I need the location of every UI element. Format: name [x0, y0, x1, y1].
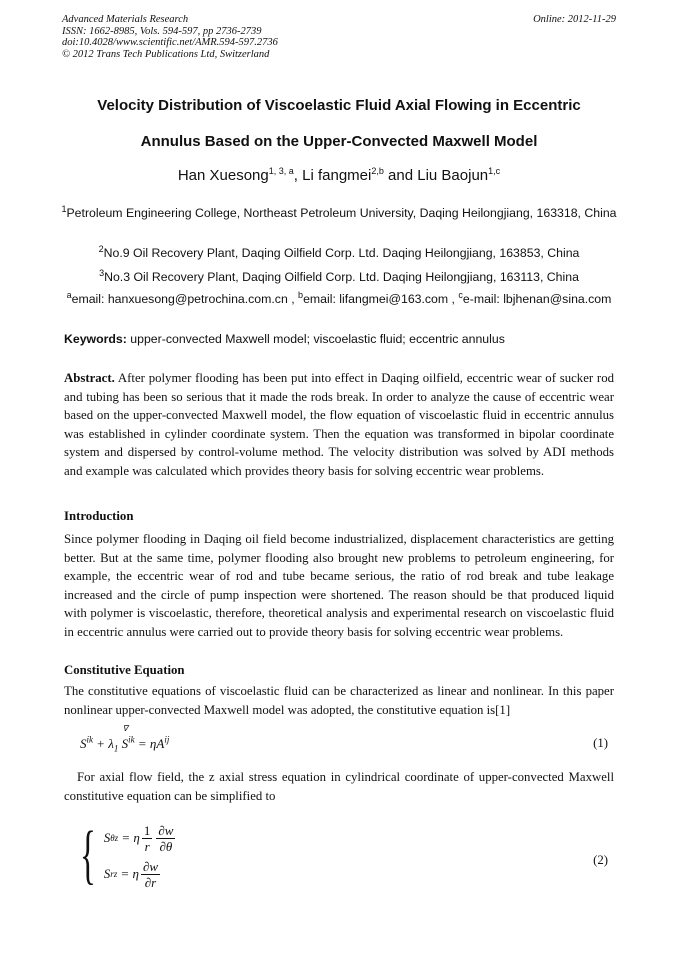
email-sup: b [298, 289, 304, 300]
keywords-label: Keywords: [64, 332, 127, 346]
affiliation-sup: 1 [61, 203, 67, 214]
paper-title [40, 88, 638, 160]
abstract [64, 369, 614, 481]
email-line [40, 289, 638, 306]
author-name: Li fangmei [302, 167, 372, 184]
author-sup: 2,b [371, 166, 384, 176]
abstract-text: After polymer flooding has been put into effect in Daqing oilfield, eccentric wear of sucker rod and tubing has been so serious that it made the rods break. In order to analyze the cause of eccentric wear based on the upper-convected Maxwell model, the flow equation of viscoelastic fluid in eccentric annulus was established in cylinder coordinate system. Then the equation was transformed in bipolar coordinate system and dispersed by control-volume method. The velocity distribution was solved by ADI methods and example was calculated which provides theory basis for solving eccentric wear problems. [64, 371, 614, 478]
author-sep: and [383, 167, 418, 184]
email-text[interactable]: email: lifangmei@163.com , [303, 292, 459, 306]
affiliation-1 [40, 203, 638, 224]
affiliation-3 [40, 267, 638, 288]
constitutive-heading: Constitutive Equation [64, 663, 185, 677]
equation-1-number: (1) [593, 736, 608, 750]
constitutive-paragraph: The constitutive equations of viscoelastic fluid can be characterized as linear and nonlinear. In this paper nonlinear upper-convected Maxwell model was adopted, the constitutive equation is[1] [64, 684, 614, 717]
title-line-2: Annulus Based on the Upper-Convected Maxwell Model [140, 133, 538, 150]
affiliation-2 [40, 243, 638, 264]
keywords-text: upper-convected Maxwell model; viscoelastic fluid; eccentric annulus [126, 332, 505, 346]
author-sep: , [293, 167, 303, 184]
author-sup: 1, 3, a [268, 166, 294, 176]
journal-header [62, 14, 278, 60]
author-name: Han Xuesong [177, 167, 269, 184]
email-text[interactable]: email: hanxuesong@petrochina.com.cn , [71, 292, 299, 306]
affiliation-text: No.9 Oil Recovery Plant, Daqing Oilfield Corp. Ltd. Daqing Heilongjiang, 163853, China [103, 246, 580, 260]
affiliation-sup: 2 [98, 243, 104, 254]
introduction-paragraph: Since polymer flooding in Daqing oil field become industrialized, displacement characteristics are getting better. But at the same time, polymer flooding also brought new problems to petroleum engineering, for example, the eccentric wear of rod and tube became serious, the ratio of rod break and tube leakage increased and the circle of pump inspection were shortened. The reason should be that produced liquid with polymer is viscoelastic, therefore, theoretical analysis and experimental research on viscoelastic fluid in eccentric annulus were carried out to provide theory basis for solving eccentric wear problems. [64, 532, 614, 639]
doi-line: doi:10.4028/www.scientific.net/AMR.594-597.2736 [62, 37, 278, 48]
email-text[interactable]: e-mail: lbjhenan@sina.com [462, 292, 612, 306]
author-name: Liu Baojun [417, 167, 489, 184]
equation-1: $S^{ik} + \lambda_1$ S ∇ $^{ik} = \eta A^{ij}$ [80, 724, 170, 754]
keywords [64, 332, 614, 346]
axial-flow-paragraph: For axial flow field, the z axial stress equation in cylindrical coordinate of upper-convected Maxwell constitutive equation can be simplified to [64, 770, 614, 803]
email-sup: c [458, 289, 463, 300]
title-line-1: Velocity Distribution of Viscoelastic Fluid Axial Flowing in Eccentric [97, 97, 581, 114]
abstract-label: Abstract. [64, 371, 115, 385]
online-date: Online: 2012-11-29 [533, 14, 616, 25]
affiliation-text: Petroleum Engineering College, Northeast Petroleum University, Daqing Heilongjiang, 163318, China [66, 206, 617, 220]
equation-2: { S θz = η $\frac{1}{r}$ $\frac{\partial w}{\partial\theta}$ S rz = η $\frac{\partial w}{\partial r}$ [80, 818, 174, 891]
affiliation-text: No.3 Oil Recovery Plant, Daqing Oilfield Corp. Ltd. Daqing Heilongjiang, 163113, China [104, 270, 579, 284]
affiliation-sup: 3 [99, 267, 105, 278]
equation-2-number: (2) [593, 853, 608, 867]
issn-line: ISSN: 1662-8985, Vols. 594-597, pp 2736-2739 [62, 25, 262, 37]
copyright-line: © 2012 Trans Tech Publications Ltd, Switzerland [62, 48, 270, 60]
introduction-heading: Introduction [64, 509, 134, 523]
author-sup: 1,c [488, 166, 501, 176]
journal-name: Advanced Materials Research [62, 14, 189, 25]
email-sup: a [66, 289, 72, 300]
author-list [40, 167, 638, 184]
